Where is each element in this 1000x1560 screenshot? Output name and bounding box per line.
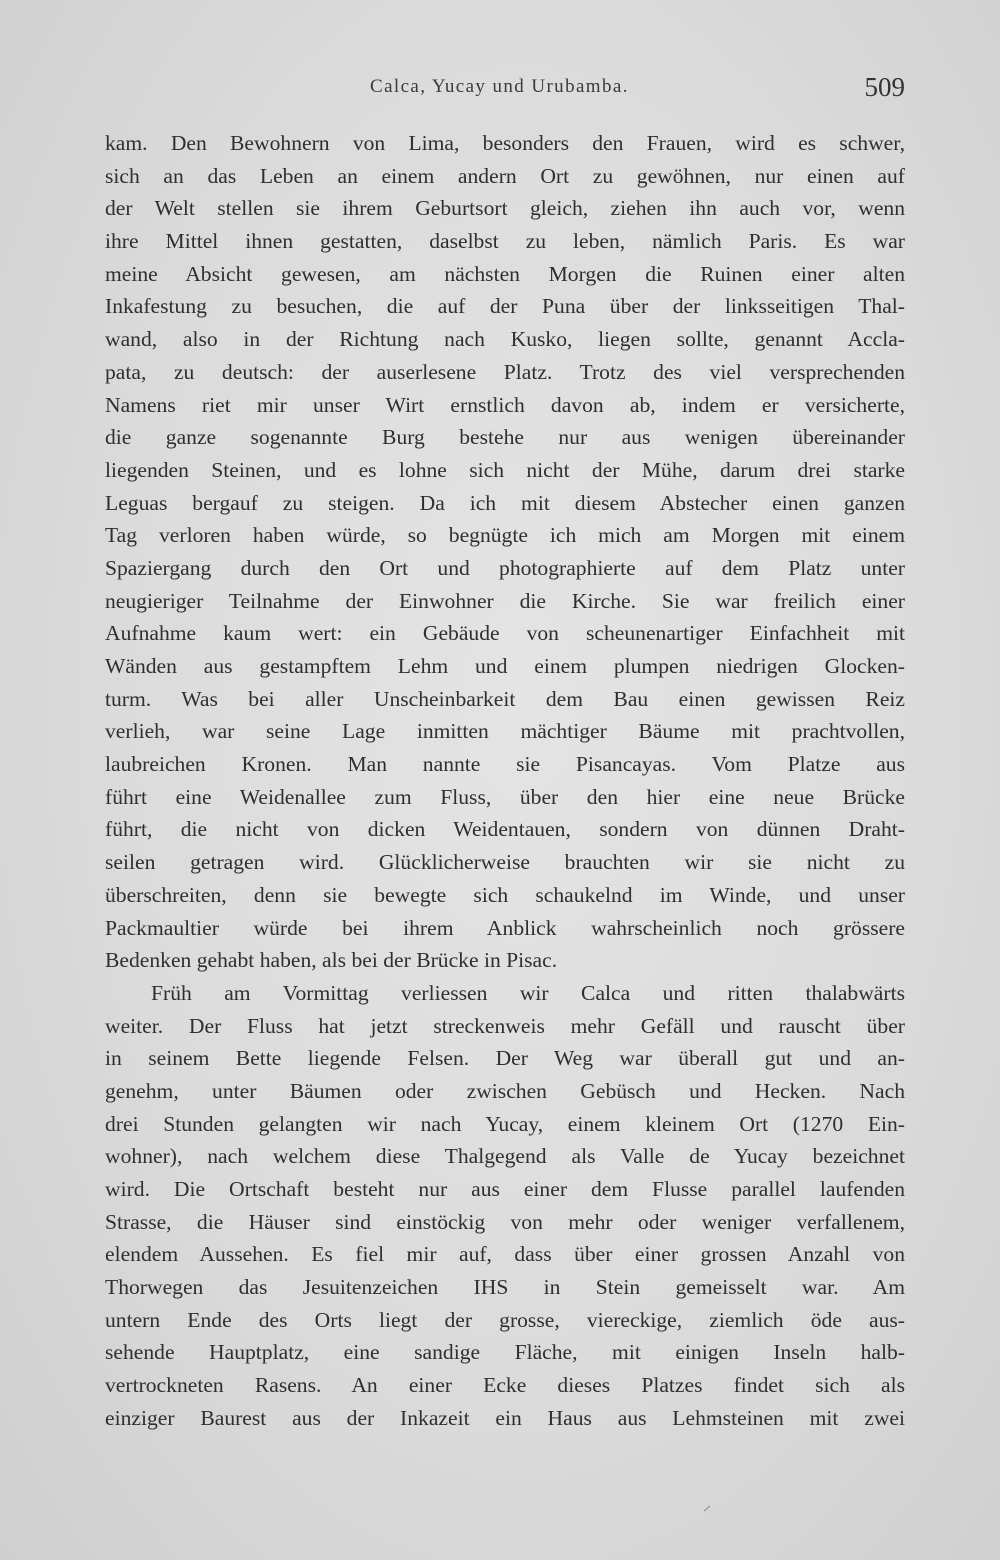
text-line: drei Stunden gelangten wir nach Yucay, einem kleinem Ort (1270 Ein-: [105, 1111, 905, 1136]
text-line: untern Ende des Orts liegt der grosse, viereckige, ziemlich öde aus-: [105, 1307, 905, 1332]
text-line: führt eine Weidenallee zum Fluss, über den hier eine neue Brücke: [105, 784, 905, 809]
text-line: elendem Aussehen. Es fiel mir auf, dass über einer grossen Anzahl von: [105, 1242, 905, 1267]
text-line: genehm, unter Bäumen oder zwischen Gebüsch und Hecken. Nach: [105, 1078, 905, 1103]
text-line: die ganze sogenannte Burg bestehe nur aus wenigen übereinander: [105, 425, 905, 450]
text-line: Aufnahme kaum wert: ein Gebäude von scheunenartiger Einfachheit mit: [105, 621, 905, 646]
text-line: vertrockneten Rasens. An einer Ecke dieses Platzes findet sich als: [105, 1373, 905, 1398]
text-line: weiter. Der Fluss hat jetzt streckenweis mehr Gefäll und rauscht über: [105, 1013, 905, 1038]
text-line: ihre Mittel ihnen gestatten, daselbst zu leben, nämlich Paris. Es war: [105, 229, 905, 254]
text-line: sich an das Leben an einem andern Ort zu gewöhnen, nur einen auf: [105, 163, 905, 188]
text-line: kam. Den Bewohnern von Lima, besonders den Frauen, wird es schwer,: [105, 131, 905, 155]
page-number: 509: [864, 72, 905, 102]
text-line: sehende Hauptplatz, eine sandige Fläche, mit einigen Inseln halb-: [105, 1340, 905, 1365]
text-line: Inkafestung zu besuchen, die auf der Puna über der linksseitigen Thal-: [105, 294, 905, 319]
text-line: meine Absicht gewesen, am nächsten Morgen die Ruinen einer alten: [105, 261, 905, 286]
text-line: führt, die nicht von dicken Weidentauen, sondern von dünnen Draht-: [105, 817, 905, 842]
page-header: [105, 72, 905, 112]
text-line: laubreichen Kronen. Man nannte sie Pisancayas. Vom Platze aus: [105, 752, 905, 777]
paragraph-first-line: Früh am Vormittag verliessen wir Calca und ritten thalabwärts: [151, 980, 905, 1005]
text-line: Strasse, die Häuser sind einstöckig von mehr oder weniger verfallenem,: [105, 1209, 905, 1234]
pencil-mark: [704, 1506, 711, 1512]
text-line: wird. Die Ortschaft besteht nur aus einer dem Flusse parallel laufenden: [105, 1177, 905, 1201]
text-line: Namens riet mir unser Wirt ernstlich davon ab, indem er versicherte,: [105, 392, 905, 417]
text-line: turm. Was bei aller Unscheinbarkeit dem Bau einen gewissen Reiz: [105, 686, 905, 711]
text-line: wand, also in der Richtung nach Kusko, liegen sollte, genannt Accla-: [105, 327, 905, 352]
text-line: liegenden Steinen, und es lohne sich nicht der Mühe, darum drei starke: [105, 457, 905, 482]
text-line: in seinem Bette liegende Felsen. Der Weg war überall gut und an-: [105, 1046, 905, 1071]
text-line: der Welt stellen sie ihrem Geburtsort gleich, ziehen ihn auch vor, wenn: [105, 196, 905, 221]
text-line: Leguas bergauf zu steigen. Da ich mit diesem Abstecher einen ganzen: [105, 490, 905, 515]
text-line: überschreiten, denn sie bewegte sich schaukelnd im Winde, und unser: [105, 882, 905, 907]
text-line: einziger Baurest aus der Inkazeit ein Haus aus Lehmsteinen mit zwei: [105, 1405, 905, 1430]
body-text: [105, 127, 905, 1435]
running-head: Calca, Yucay und Urubamba.: [370, 76, 629, 97]
text-line: verlieh, war seine Lage inmitten mächtiger Bäume mit prachtvollen,: [105, 719, 905, 744]
text-line: wohner), nach welchem diese Thalgegend als Valle de Yucay bezeichnet: [105, 1144, 905, 1169]
text-line: Packmaultier würde bei ihrem Anblick wahrscheinlich noch grössere: [105, 915, 905, 940]
text-line: neugieriger Teilnahme der Einwohner die Kirche. Sie war freilich einer: [105, 588, 905, 613]
text-line: Wänden aus gestampftem Lehm und einem plumpen niedrigen Glocken-: [105, 654, 905, 678]
text-line: Thorwegen das Jesuitenzeichen IHS in Stein gemeisselt war. Am: [105, 1275, 905, 1300]
text-line: Tag verloren haben würde, so begnügte ich mich am Morgen mit einem: [105, 523, 905, 548]
text-line: Spaziergang durch den Ort und photographierte auf dem Platz unter: [105, 555, 905, 580]
paragraph-end-line: Bedenken gehabt haben, als bei der Brücke in Pisac.: [105, 948, 558, 973]
text-line: pata, zu deutsch: der auserlesene Platz. Trotz des viel versprechenden: [105, 359, 905, 384]
text-line: seilen getragen wird. Glücklicherweise brauchten wir sie nicht zu: [105, 850, 905, 875]
